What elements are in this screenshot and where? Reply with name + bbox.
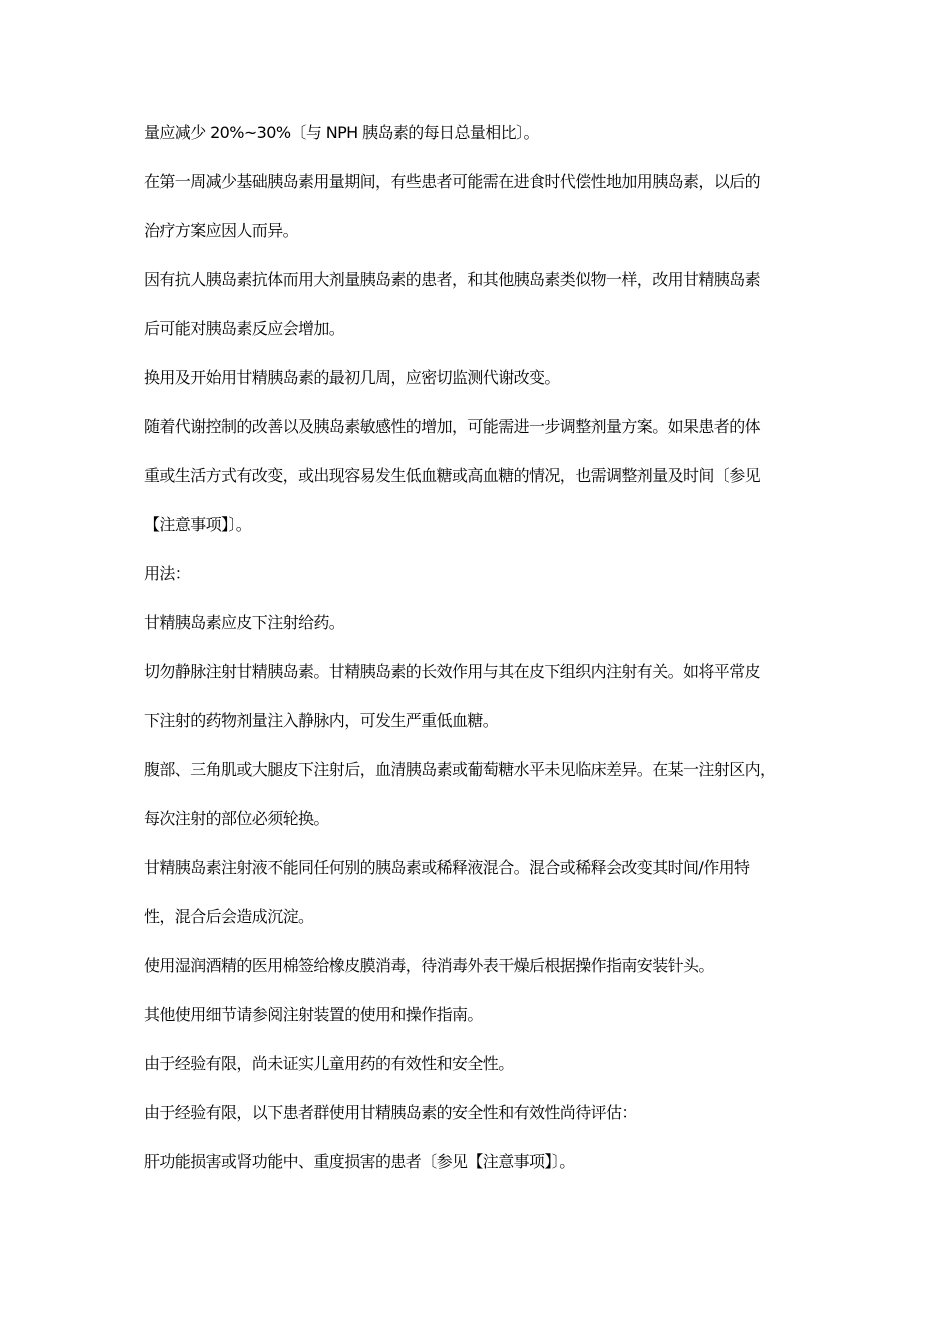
text-line: 甘精胰岛素应皮下注射给药。 bbox=[144, 613, 345, 632]
text-line: 【注意事项】〕。 bbox=[144, 515, 252, 534]
text-line: 用法： bbox=[144, 564, 191, 583]
document-body bbox=[144, 120, 810, 1198]
text-line: 下注射的药物剂量注入静脉内，可发生严重低血糖。 bbox=[144, 711, 499, 730]
text-line: 由于经验有限，以下患者群使用甘精胰岛素的安全性和有效性尚待评估： bbox=[144, 1103, 637, 1122]
paragraph-other-details bbox=[144, 1002, 810, 1027]
paragraph-dose-reduction bbox=[144, 120, 810, 145]
text-line: 重或生活方式有改变，或出现容易发生低血糖或高血糖的情况，也需调整剂量及时间〔参见 bbox=[144, 466, 761, 485]
paragraph-no-iv bbox=[144, 659, 810, 733]
section-heading-usage bbox=[144, 561, 810, 586]
paragraph-antibody bbox=[144, 267, 810, 341]
text-line: 随着代谢控制的改善以及胰岛素敏感性的增加，可能需进一步调整剂量方案。如果患者的体 bbox=[144, 417, 761, 436]
paragraph-liver-kidney bbox=[144, 1149, 810, 1174]
text-line: 甘精胰岛素注射液不能同任何别的胰岛素或稀释液混合。混合或稀释会改变其时间/作用特 bbox=[144, 858, 750, 877]
paragraph-children bbox=[144, 1051, 810, 1076]
paragraph-limited-experience bbox=[144, 1100, 810, 1125]
paragraph-monitoring bbox=[144, 365, 810, 390]
text-line: 使用湿润酒精的医用棉签给橡皮膜消毒，待消毒外表干燥后根据操作指南安装针头。 bbox=[144, 956, 714, 975]
text-line: 量应减少 20%~30%〔与 NPH 胰岛素的每日总量相比〕。 bbox=[144, 123, 539, 142]
text-line: 腹部、三角肌或大腿皮下注射后，血清胰岛素或葡萄糖水平未见临床差异。在某一注射区内， bbox=[144, 760, 776, 779]
paragraph-no-mixing bbox=[144, 855, 810, 929]
text-line: 每次注射的部位必须轮换。 bbox=[144, 809, 329, 828]
paragraph-adjustment bbox=[144, 414, 810, 537]
text-line: 在第一周减少基础胰岛素用量期间，有些患者可能需在进食时代偿性地加用胰岛素，以后的 bbox=[144, 172, 761, 191]
text-line: 性，混合后会造成沉淀。 bbox=[144, 907, 314, 926]
text-line: 切勿静脉注射甘精胰岛素。甘精胰岛素的长效作用与其在皮下组织内注射有关。如将平常皮 bbox=[144, 662, 761, 681]
text-line: 其他使用细节请参阅注射装置的使用和操作指南。 bbox=[144, 1005, 483, 1024]
text-line: 肝功能损害或肾功能中、重度损害的患者〔参见【注意事项】〕。 bbox=[144, 1152, 575, 1171]
text-line: 治疗方案应因人而异。 bbox=[144, 221, 299, 240]
paragraph-subcutaneous bbox=[144, 610, 810, 635]
paragraph-injection-sites bbox=[144, 757, 810, 831]
text-line: 换用及开始用甘精胰岛素的最初几周，应密切监测代谢改变。 bbox=[144, 368, 560, 387]
paragraph-disinfection bbox=[144, 953, 810, 978]
text-line: 后可能对胰岛素反应会增加。 bbox=[144, 319, 345, 338]
text-line: 由于经验有限，尚未证实儿童用药的有效性和安全性。 bbox=[144, 1054, 514, 1073]
text-line: 因有抗人胰岛素抗体而用大剂量胰岛素的患者，和其他胰岛素类似物一样，改用甘精胰岛素 bbox=[144, 270, 761, 289]
paragraph-first-week bbox=[144, 169, 810, 243]
